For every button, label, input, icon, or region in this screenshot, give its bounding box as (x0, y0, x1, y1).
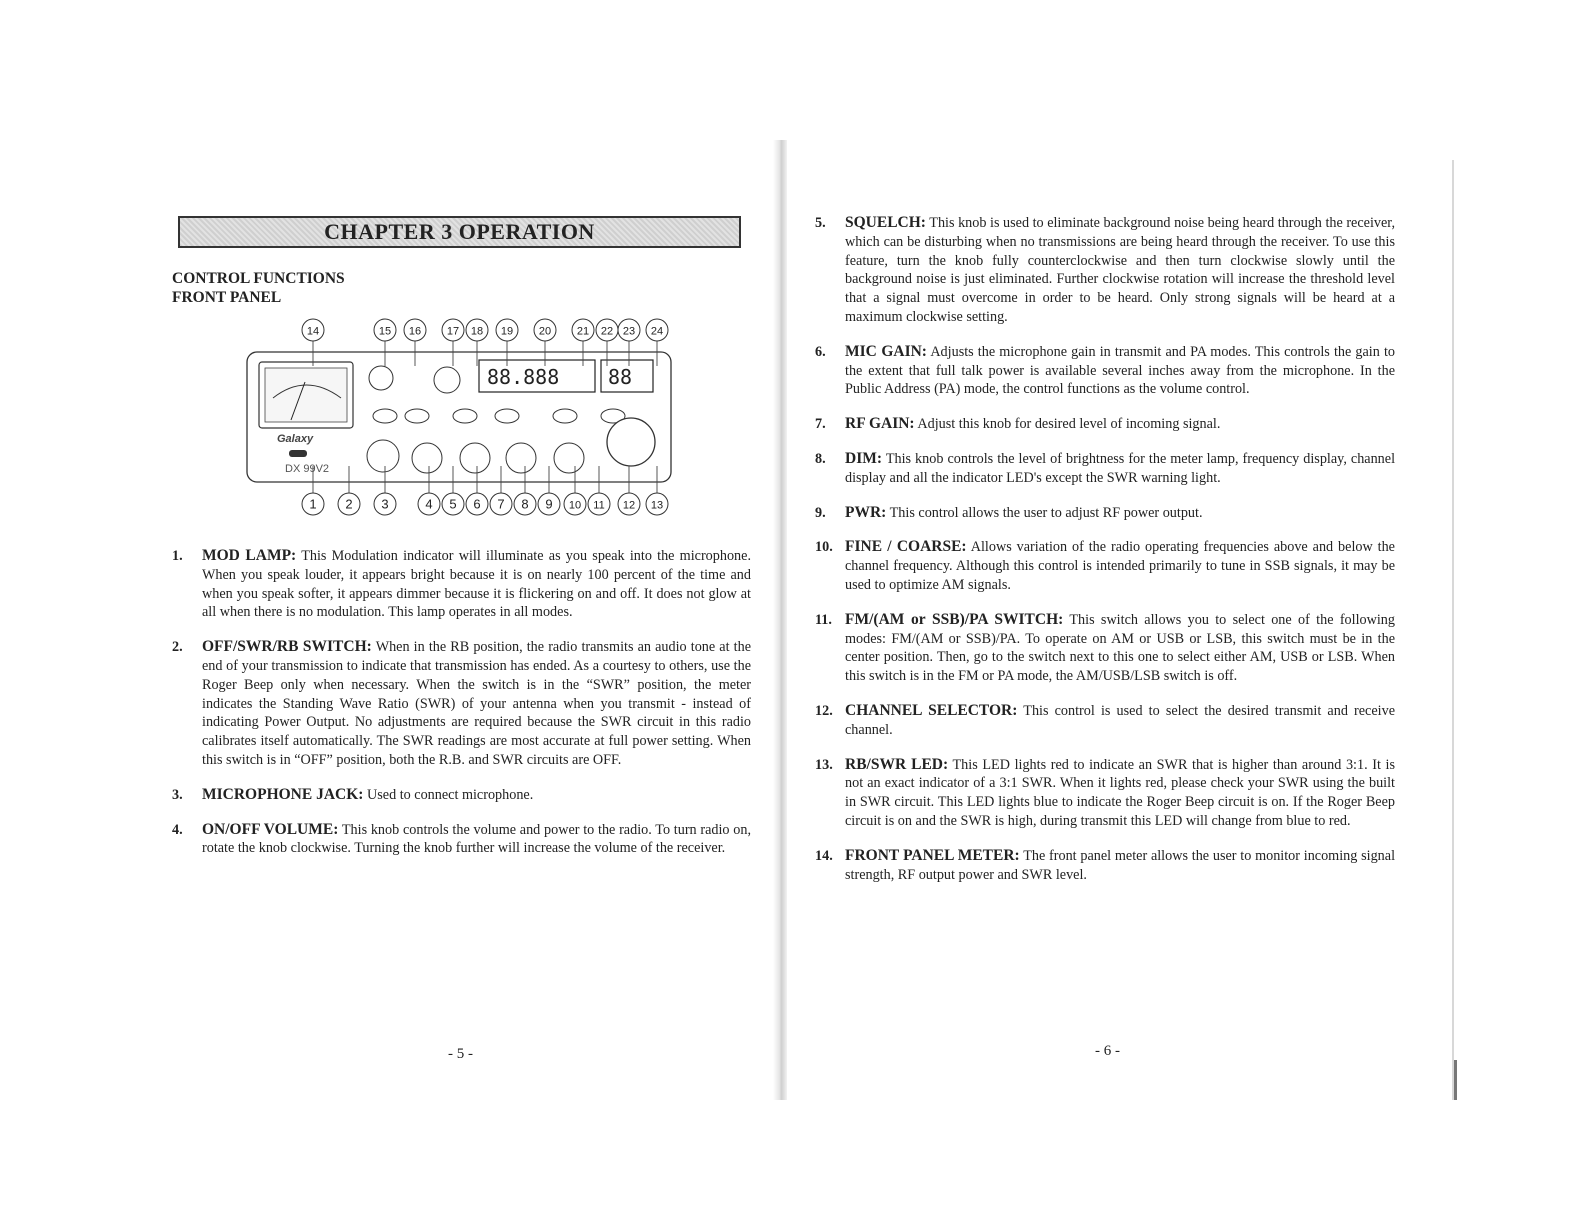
item-title: CHANNEL SELECTOR: (845, 701, 1018, 719)
page-number: - 5 - (448, 1046, 473, 1062)
item-number: 4. (172, 821, 183, 838)
item-title: PWR: (845, 503, 887, 521)
microphone-jack (367, 440, 399, 472)
list-item (815, 756, 1395, 831)
list-item (815, 702, 1395, 740)
callout-number: 8 (521, 496, 529, 512)
callout-number: 7 (497, 496, 505, 512)
item-number: 3. (172, 786, 183, 803)
toggle-switch (553, 409, 577, 423)
item-number: 7. (815, 416, 826, 433)
toggle-switch (373, 409, 397, 423)
fine-coarse-knob (554, 443, 584, 473)
page-number: - 6 - (1095, 1043, 1120, 1059)
callout-number: 5 (449, 496, 457, 512)
frequency-display: 88.888 (487, 365, 560, 389)
left-page (0, 0, 785, 1224)
list-item (815, 611, 1395, 686)
item-number: 12. (815, 702, 833, 719)
list-item (815, 214, 1395, 327)
item-number: 1. (172, 548, 183, 564)
item-text: This knob is used to eliminate background noise being heard through the receiver, which can be disturbing when no transmissions are being heard through the receiver. To use this feature, turn the knob fully counterclockwise and then turn clockwise slowly until the background noise is just eliminated. Further clockwise rotation will increase the threshold level that a signal must overcome in order to be heard. Only strong signals will be heard at a maximum clockwise setting. (845, 215, 1395, 325)
callout-number: 20 (538, 325, 552, 338)
callout-number: 19 (500, 325, 514, 338)
subsection-heading: FRONT PANEL (172, 289, 282, 306)
front-panel-drawing (245, 316, 681, 516)
item-text: This knob controls the volume and power to the radio. To turn radio on, rotate the knob clockwise. Turning the knob further will increase the volume of the receiver. (202, 821, 752, 857)
model-name: DX 99V2 (285, 463, 330, 475)
brand-logo: Galaxy (277, 433, 314, 445)
item-title: MOD LAMP: (202, 547, 297, 564)
mod-lamp (289, 450, 307, 457)
list-item (815, 538, 1395, 594)
item-number: 6. (815, 343, 826, 360)
callout-number: 18 (470, 325, 484, 338)
item-title: RF GAIN: (845, 415, 915, 433)
callout-number: 22 (600, 325, 614, 338)
echo-knob (434, 367, 460, 393)
item-number: 5. (815, 215, 826, 231)
item-text: Adjusts the microphone gain in transmit and PA modes. This controls the gain to the extent that full talk power is available several inches away from the microphone. In the Public Address (PA) mode, the control functions as the volume control. (845, 343, 1395, 398)
item-text: This knob controls the level of brightness for the meter lamp, frequency display, channel display and all the indicator LED's except the SWR warning light. (845, 450, 1396, 486)
item-title: SQUELCH: (845, 214, 926, 231)
callout-number: 9 (545, 496, 553, 512)
mic-rf-knob (460, 443, 490, 473)
item-title: MIC GAIN: (845, 342, 927, 360)
item-title: MICROPHONE JACK: (202, 785, 364, 803)
callout-number: 16 (408, 325, 422, 338)
item-text: This control is used to select the desired transmit and receive channel. (845, 702, 1395, 738)
item-title: ON/OFF VOLUME: (202, 820, 339, 838)
front-panel-diagram (245, 316, 681, 516)
volume-knob (412, 443, 442, 473)
item-text: When in the RB position, the radio transmits an audio tone at the end of your transmission to indicate that transmission has ended. As a courtesy to others, use the Roger Beep only when necessary. When the switch is in the “SWR” position, the meter indicates the Standing Wave Ratio (SWR) of your antenna when you transmit - instead of indicating Power Output. No adjustments are required because the SWR circuit in this radio calibrates itself automatically. The SWR readings are most accurate at full power setting. When this switch is in “OFF” position, both the R.B. and SWR circuits are OFF. (202, 639, 751, 768)
item-text: Adjust this knob for desired level of incoming signal. (917, 416, 1221, 433)
left-item-list (172, 547, 751, 874)
toggle-switch (495, 409, 519, 423)
item-text: The front panel meter allows the user to monitor incoming signal strength, RF output power and SWR level. (845, 847, 1396, 883)
right-item-list (815, 214, 1395, 900)
channel-selector-knob (607, 418, 655, 466)
list-item (815, 847, 1395, 885)
item-text: This Modulation indicator will illuminate as you speak into the microphone. When you speak louder, it appears bright because it is on nearly 100 percent of the time and when you speak softer, it appears dimmer because it is flickering on and off. It does not glow at all when there is no modulation. This lamp operates in all modes. (202, 548, 751, 621)
item-text: Used to connect microphone. (367, 786, 534, 803)
list-item (815, 450, 1395, 488)
callout-number: 1 (309, 496, 317, 512)
item-title: OFF/SWR/RB SWITCH: (202, 638, 372, 656)
toggle-switch (405, 409, 429, 423)
callout-number: 21 (576, 325, 590, 338)
callout-number: 12 (622, 499, 636, 512)
toggle-switch (453, 409, 477, 423)
item-text: This control allows the user to adjust RF power output. (889, 504, 1203, 521)
item-number: 2. (172, 639, 183, 656)
callout-number: 2 (345, 496, 353, 512)
item-text: This switch allows you to select one of the following modes: FM/(AM or SSB)/PA. To operate on AM or USB or LSB, this switch must be in the center position. Then, go to the switch next to this one to select either AM, USB or LSB. When this switch is in the FM or PA mode, the AM/USB/LSB switch is off. (845, 611, 1395, 685)
list-item (172, 786, 751, 805)
dim-power-knob (506, 443, 536, 473)
item-number: 13. (815, 756, 833, 773)
channel-display: 88 (608, 365, 633, 389)
callout-number: 17 (446, 325, 460, 338)
callout-number: 3 (381, 496, 389, 512)
callout-number: 4 (425, 496, 433, 512)
callout-number: 11 (593, 499, 605, 512)
callout-number: 15 (378, 325, 392, 338)
item-text: Allows variation of the radio operating frequencies above and below the channel frequency. Although this control is intended primarily to tune in SSB signals, it may be used to optimize AM signals. (845, 539, 1395, 593)
item-number: 10. (815, 539, 833, 556)
item-title: RB/SWR LED: (845, 755, 949, 773)
item-text: This LED lights red to indicate an SWR that is higher than around 3:1. It is not an exact indicator of a 3:1 SWR. When it lights red, please check your SWR using the built in SWR circuit. This LED lights blue to indicate the Roger Beep circuit is on. If the Roger Beep circuit is on and the SWR is high, during transmit this LED will change from blue to red. (845, 756, 1395, 829)
callout-number: 14 (306, 325, 320, 338)
top-left-knob (369, 366, 393, 390)
item-number: 14. (815, 847, 833, 864)
item-title: FINE / COARSE: (845, 538, 967, 556)
callout-number: 6 (473, 496, 481, 512)
callout-number: 24 (650, 325, 664, 338)
callout-number: 23 (622, 325, 636, 338)
right-page (785, 0, 1584, 1224)
callout-number: 13 (650, 499, 664, 512)
callout-number: 10 (568, 499, 582, 512)
list-item (815, 504, 1395, 523)
list-item (172, 821, 751, 859)
list-item (172, 547, 751, 622)
section-heading: CONTROL FUNCTIONS (172, 270, 345, 287)
list-item (815, 415, 1395, 434)
list-item (815, 343, 1395, 399)
item-title: FM/(AM or SSB)/PA SWITCH: (845, 610, 1064, 628)
chapter-title: CHAPTER 3 OPERATION (324, 219, 595, 244)
item-title: FRONT PANEL METER: (845, 846, 1020, 864)
list-item (172, 638, 751, 770)
item-title: DIM: (845, 449, 883, 467)
item-number: 9. (815, 504, 826, 521)
item-number: 8. (815, 450, 826, 467)
chapter-banner (178, 216, 741, 248)
item-number: 11. (815, 611, 832, 628)
